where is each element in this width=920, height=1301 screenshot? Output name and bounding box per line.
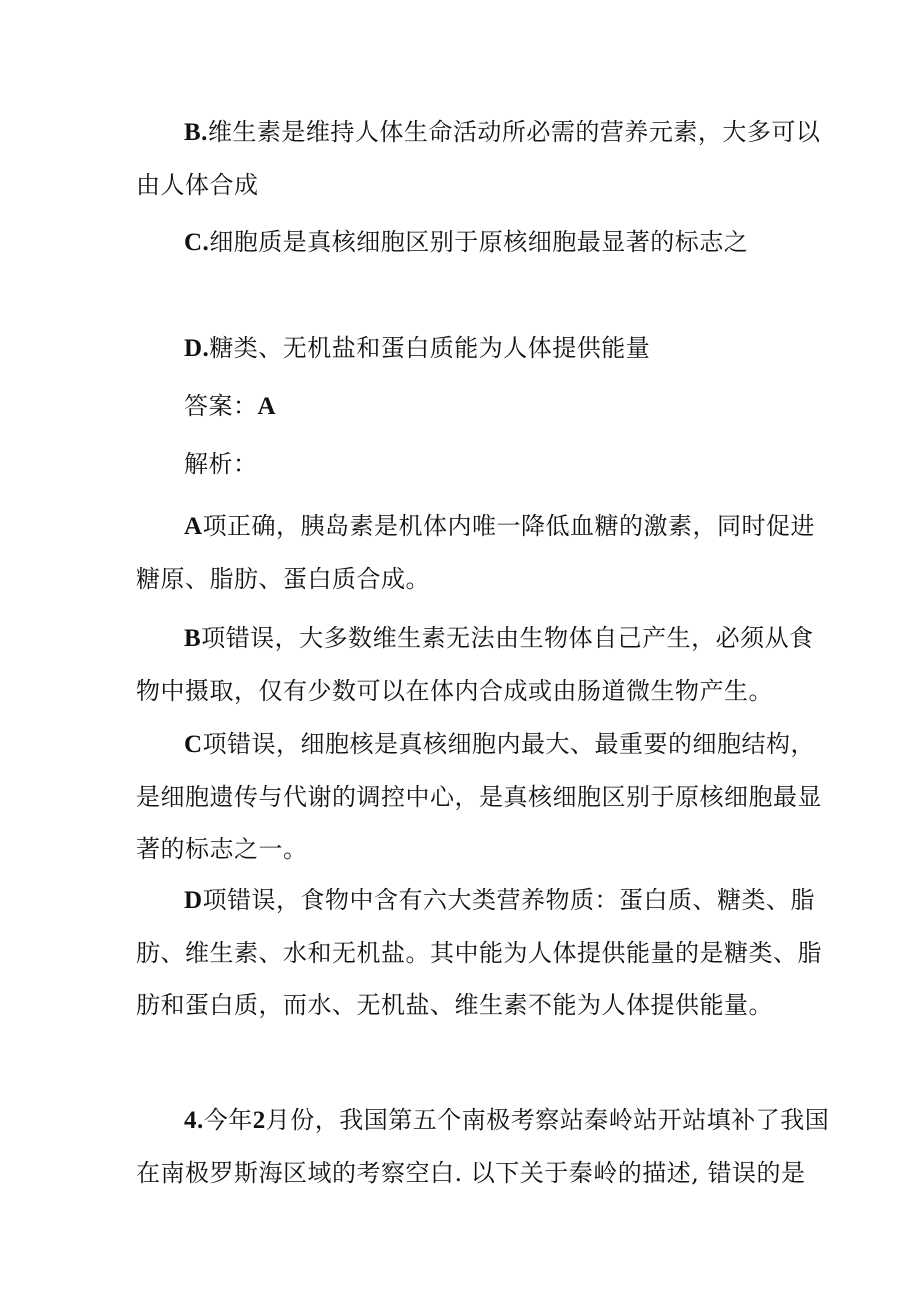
option-d xyxy=(136,322,786,375)
answer-value: A xyxy=(257,393,277,420)
explain-d-line-3: 肪和蛋白质，而水、无机盐、维生素不能为人体提供能量。 xyxy=(136,991,773,1019)
question-4-number: 4. xyxy=(184,1107,204,1134)
option-d-line: D.糖类、无机盐和蛋白质能为人体提供能量 xyxy=(184,334,651,362)
option-c-letter: C. xyxy=(184,229,210,256)
option-b-line-2: 由人体合成 xyxy=(136,171,259,199)
question-4-month-number: 2 xyxy=(252,1107,266,1134)
explain-b-letter: B xyxy=(184,625,202,652)
explain-d-line-1: D项错误，食物中含有六大类营养物质：蛋白质、糖类、脂 xyxy=(184,886,816,914)
explain-a-letter: A xyxy=(184,513,203,540)
explain-b-line-2: 物中摄取，仅有少数可以在体内合成或由肠道微生物产生。 xyxy=(136,677,773,705)
option-b-letter: B. xyxy=(184,119,208,146)
answer-label: 答案： xyxy=(184,392,258,420)
explain-d xyxy=(136,874,822,1031)
option-b-line-1: B.维生素是维持人体生命活动所必需的营养元素，大多可以 xyxy=(184,118,821,146)
question-4-line-2: 在南极罗斯海区域的考察空白. 以下关于秦岭的描述, 错误的是 xyxy=(136,1159,806,1187)
option-c-line: C.细胞质是真核细胞区别于原核细胞最显著的标志之 xyxy=(184,228,749,256)
explain-a-line-1: A项正确，胰岛素是机体内唯一降低血糖的激素，同时促进 xyxy=(184,512,816,540)
explain-d-letter: D xyxy=(184,887,203,914)
answer-line xyxy=(136,380,786,433)
option-c xyxy=(136,216,786,269)
explain-c-line-3: 著的标志之一。 xyxy=(136,835,308,863)
question-4-line-1: 4.今年2月份，我国第五个南极考察站秦岭站开站填补了我国 xyxy=(184,1106,830,1134)
explain-c xyxy=(136,718,822,875)
explain-b xyxy=(136,612,814,717)
explain-c-letter: C xyxy=(184,731,203,758)
analysis-label: 解析： xyxy=(184,450,258,478)
explain-b-line-1: B项错误，大多数维生素无法由生物体自己产生，必须从食 xyxy=(184,624,814,652)
option-b xyxy=(136,106,821,211)
option-d-letter: D. xyxy=(184,335,210,362)
answer xyxy=(136,380,786,433)
explain-c-line-1: C项错误，细胞核是真核细胞内最大、最重要的细胞结构， xyxy=(184,730,816,758)
explain-c-line-2: 是细胞遗传与代谢的调控中心，是真核细胞区别于原核细胞最显 xyxy=(136,783,822,811)
explain-d-line-2: 肪、维生素、水和无机盐。其中能为人体提供能量的是糖类、脂 xyxy=(136,939,822,967)
explain-a xyxy=(136,500,816,605)
question-4 xyxy=(136,1094,830,1199)
explain-a-line-2: 糖原、脂肪、蛋白质合成。 xyxy=(136,565,430,593)
